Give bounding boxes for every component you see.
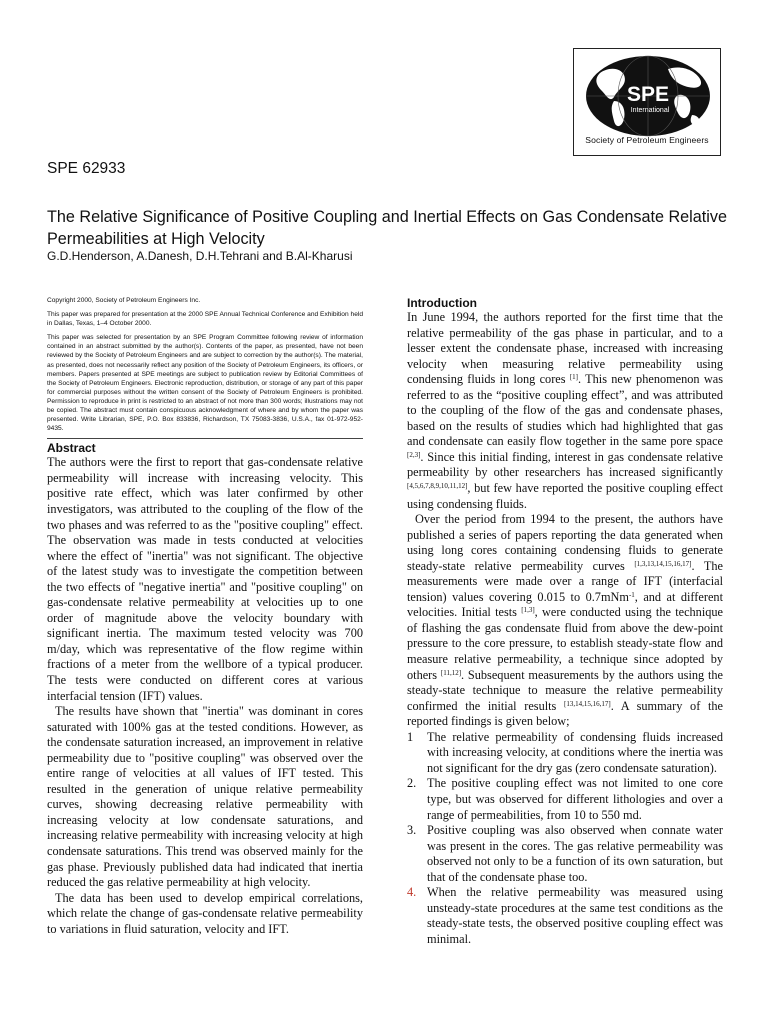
abstract-paragraph: The results have shown that "inertia" was dominant in cores saturated with 100% gas at the tested conditions. However, as the condensate saturation increased, an improvement in relative permeability due to "positive coupling" was observed over the entire range of velocities at all values of IFT tested. This resulted in the generation of unique relative permeability curves, showing decreasing relative permeability with increasing velocity at low condensate saturations, and increasing relative permeability with increasing velocity at high condensate saturations. This trend was observed mainly for the gas phase. Previously published data had indicated that inertia reduced the gas relative permeability at high velocity.	[47, 704, 363, 890]
abstract-paragraph: The authors were the first to report that gas-condensate relative permeability will increase with increasing velocity. This positive rate effect, which was later confirmed by other investigators, was attributed to the coupling of the flow of the two phases and was referred to as the "positive coupling" effect. The observation was made in tests conducted at velocities where the effect of "inertia" was not significant. The objective of the latest study was to investigate the competition between the two effects of "negative inertia" and "positive coupling" on gas-condensate relative permeability at velocities up to one order of magnitude above the velocity boundary with significant inertia. The maximum tested velocity was 700 m/day, which was representative of the flow regime within fractions of a meter from the wellbore of a typical producer. The tests were conducted on different cores at various interfacial tension (IFT) values.	[47, 455, 363, 703]
list-item	[407, 730, 723, 777]
citation-ref: [11,12]	[440, 668, 462, 677]
citation-ref: [13,14,15,16,17]	[564, 699, 611, 708]
findings-list	[407, 730, 723, 948]
citation-ref: [2,3]	[407, 450, 421, 459]
globe-logo-icon	[584, 55, 712, 137]
list-item-text: Positive coupling was also observed when connate water was present in the cores. The gas relative permeability was observed not only to be a function of its own saturation, but that of the condensate phase too.	[427, 823, 723, 884]
intro-paragraph: In June 1994, the authors reported for the first time that the relative permeability of the gas phase in particular, and to a lesser extent the condensate phase, increased with increasing velocity when measuring relative permeability using condensing fluids in long cores [1]. This new phenomenon was referred to as the “positive coupling effect”, and was attributed to the coupling of the flow of the gas and condensate phases, based on the results of studies which had highlighted that gas and condensate can easily flow together in the same pore space [2,3]. Since this initial finding, interest in gas condensate relative permeability by other researchers has increased significantly [4,5,6,7,8,9,10,11,12], but few have reported the positive coupling effect using condensing fluids.	[407, 310, 723, 511]
right-column	[407, 296, 723, 947]
paper-number: SPE 62933	[47, 160, 126, 177]
list-item	[407, 885, 723, 947]
list-number: 1	[407, 729, 414, 744]
citation-ref: [4,5,6,7,8,9,10,11,12]	[407, 482, 468, 491]
list-number: 4.	[407, 885, 417, 900]
presentation-note: This paper was prepared for presentation at the 2000 SPE Annual Technical Conference and Exhibition held in Dallas, Texas, 1–4 October 2000.	[47, 311, 363, 328]
introduction-heading: Introduction	[407, 296, 477, 310]
spe-logo	[573, 48, 721, 156]
list-item-text: When the relative permeability was measured using unsteady-state procedures at the same test conditions as the steady-state tests, the observed positive coupling effect was minimal.	[427, 885, 723, 946]
intro-paragraph: Over the period from 1994 to the present, the authors have published a series of papers reporting the data generated when using long cores containing condensing fluids to generate steady-state relative permeability curves [1,3,13,14,15,16,17]. The measurements were made over a range of IFT (interfacial tension) values covering 0.015 to 0.7mNm$^{-1}$, and at different velocities. Initial tests [1,3], were conducted using the technique of flashing the gas condensate fluid from above the dew-point pressure to the core pressure, to establish steady-state flow and measure relative permeability, a technique since adopted by others [11,12]. Subsequent measurements by the authors using the steady-state technique to measure the relative permeability confirmed the initial results [13,14,15,16,17]. A summary of the reported findings is given below;	[407, 512, 723, 729]
paper-title: The Relative Significance of Positive Coupling and Inertial Effects on Gas Condensate Relative Permeabilities at High Velocity	[47, 208, 727, 248]
logo-caption: Society of Petroleum Engineers	[585, 135, 709, 145]
unit-exponent: -1	[628, 590, 635, 599]
list-item-text: The relative permeability of condensing fluids increased with increasing velocity, at conditions where the inertia was not significant for the dry gas (zero condensate saturation).	[427, 729, 723, 775]
permission-notice: This paper was selected for presentation by an SPE Program Committee following review of information contained in an abstract submitted by the author(s). Contents of the paper, as presented, have not been reviewed by the Society of Petroleum Engineers and are subject to correction by the author(s). The material, as presented, does not necessarily reflect any position of the Society of Petroleum Engineers, its officers, or members. Papers presented at SPE meetings are subject to publication review by Editorial Committees of the Society of Petroleum Engineers. Electronic reproduction, distribution, or storage of any part of this paper for commercial purposes without the written consent of the Society of Petroleum Engineers is prohibited. Permission to reproduce in print is restricted to an abstract of not more than 300 words; illustrations may not be copied. The abstract must contain conspicuous acknowledgment of where and by whom the paper was presented. Write Librarian, SPE, P.O. Box 833836, Richardson, TX 75083-3836, U.S.A., fax 01-972-952-9435.	[47, 334, 363, 433]
paper-authors: G.D.Henderson, A.Danesh, D.H.Tehrani and B.Al-Kharusi	[47, 249, 353, 263]
list-item	[407, 823, 723, 885]
left-column	[47, 296, 363, 937]
logo-spe-text: SPE	[626, 83, 670, 106]
copyright-line: Copyright 2000, Society of Petroleum Engineers Inc.	[47, 297, 201, 304]
list-item	[407, 776, 723, 823]
list-number: 3.	[407, 823, 417, 838]
citation-ref: [1,3,13,14,15,16,17]	[634, 559, 692, 568]
list-number: 2.	[407, 776, 417, 791]
abstract-heading: Abstract	[47, 438, 363, 455]
abstract-paragraph: The data has been used to develop empirical correlations, which relate the change of gas-condensate relative permeability to variations in fluid saturation, velocity and IFT.	[47, 890, 363, 936]
citation-ref: [1]	[569, 373, 578, 382]
logo-international-text: International	[630, 107, 670, 114]
list-item-text: The positive coupling effect was not limited to one core type, but was observed for different lithologies and over a range of permeabilities, from 10 to 550 md.	[427, 776, 723, 822]
citation-ref: [1,3]	[521, 606, 535, 615]
